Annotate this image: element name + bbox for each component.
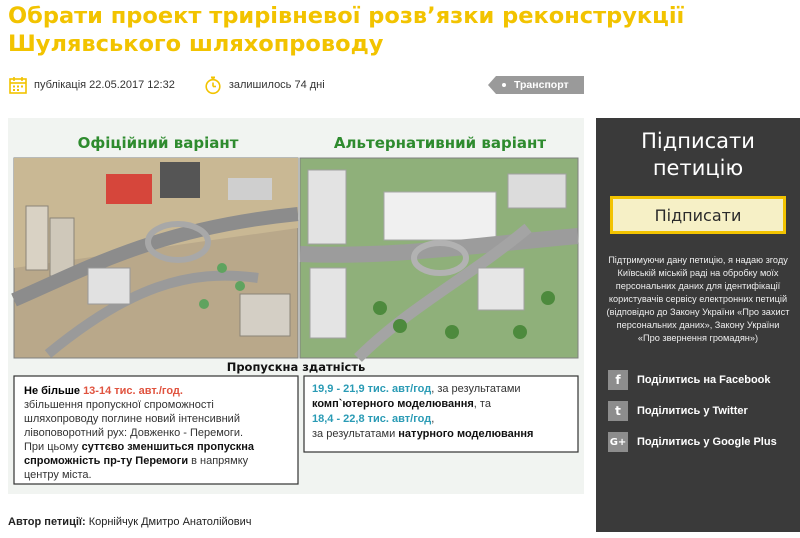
sign-button[interactable]: Підписати [610, 196, 786, 234]
official-line-2: збільшення пропускної спроможності [24, 399, 214, 411]
official-line-5b: суттєво зменшиться пропускна [81, 441, 254, 453]
sign-panel-title: Підписати петицію [641, 129, 755, 180]
share-facebook-label: Поділитись на Facebook [637, 374, 771, 386]
tag-dot [502, 83, 506, 87]
official-line-6 [24, 455, 249, 467]
official-line-1b: 13-14 тис. авт./год. [83, 385, 183, 397]
official-line-7: центру міста. [24, 469, 92, 481]
share-google-plus-label: Поділитись у Google Plus [637, 436, 777, 448]
alternative-line-3a: 18,4 - 22,8 тис. авт/год [312, 413, 432, 425]
alternative-line-3b: , [431, 413, 435, 425]
official-variant-heading: Офіційний варіант [77, 134, 239, 152]
remaining-days: залишилось 74 дні [228, 79, 325, 91]
stopwatch-icon [203, 75, 223, 95]
share-google-plus-link[interactable] [608, 431, 800, 453]
alternative-line-3 [312, 413, 434, 425]
official-line-5a: При цьому [24, 441, 82, 453]
alternative-variant-render [300, 158, 578, 358]
twitter-icon: t [608, 401, 628, 421]
calendar-icon [8, 75, 28, 95]
share-twitter-label: Поділитись у Twitter [637, 405, 748, 417]
alternative-line-1 [312, 383, 521, 395]
category-tag-label: Транспорт [514, 79, 569, 91]
official-line-4: лівоповоротний рух: Довженко - Перемоги. [24, 427, 244, 439]
official-line-5 [24, 441, 255, 453]
official-line-6b: в напрямку [188, 455, 249, 467]
alternative-line-2a: комп`ютерного моделювання [312, 398, 474, 410]
alternative-line-4 [312, 428, 533, 440]
petition-meta [8, 74, 325, 96]
official-line-3: шляхопроводу поглине новий інтенсивний [24, 413, 240, 425]
facebook-icon: f [608, 370, 628, 390]
sign-panel [596, 118, 800, 532]
infographic-image [8, 118, 584, 494]
author-name: Корнійчук Дмитро Анатолійович [88, 516, 252, 528]
google-plus-icon: G+ [608, 432, 628, 452]
author-label: Автор петиції: [8, 516, 86, 528]
share-twitter-link[interactable] [608, 400, 800, 422]
petition-title: Обрати проект трирівневої розв’язки реконструкції Шулявського шляхопроводу [8, 3, 685, 57]
official-line-6a: спроможність пр-ту Перемоги [24, 455, 189, 467]
published-info [8, 75, 175, 95]
official-line-1 [24, 385, 183, 397]
share-facebook-link[interactable] [608, 369, 800, 391]
alternative-line-4a: за результатами [312, 428, 399, 440]
alternative-line-1b: , за результатами [431, 383, 521, 395]
share-links [596, 369, 800, 453]
official-variant-render [14, 158, 298, 358]
capacity-heading: Пропускна здатність [226, 360, 366, 374]
alternative-line-2 [312, 398, 492, 410]
remaining-info [203, 75, 325, 95]
petition-infographic [8, 118, 584, 494]
consent-text: Підтримуючи дану петицію, я надаю згоду Київській міській раді на обробку моїх персональних даних для ідентифікації користувачів сервісу електронних петицій (відповідно до Закону України «Про захист персональних даних», Закону України «Про звернення громадян») [606, 255, 790, 343]
alternative-variant-heading: Альтернативний варіант [333, 134, 547, 152]
official-line-1a: Не більше [24, 385, 84, 397]
category-tag[interactable] [496, 76, 584, 94]
petition-author [8, 516, 252, 528]
published-date: публікація 22.05.2017 12:32 [34, 79, 175, 91]
alternative-line-2b: , та [473, 398, 491, 410]
alternative-line-4b: натурного моделювання [398, 428, 534, 440]
alternative-line-1a: 19,9 - 21,9 тис. авт/год [312, 383, 432, 395]
